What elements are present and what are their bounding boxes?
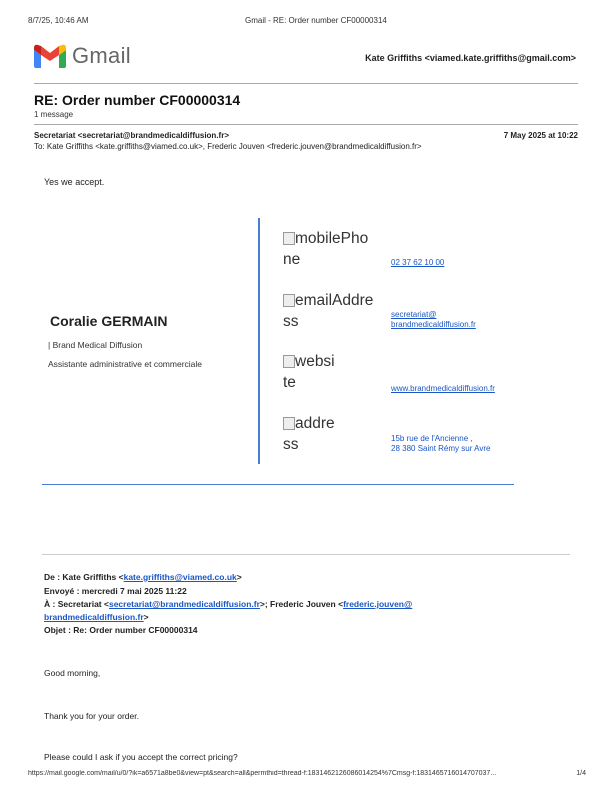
divider [34, 83, 578, 84]
print-title: Gmail - RE: Order number CF00000314 [245, 16, 387, 25]
quoted-to: À : Secretariat <secretariat@brandmedicaldiffusion.fr>; Frederic Jouven <frederic.jouven@ [44, 599, 413, 609]
message-body: Yes we accept. [44, 177, 105, 187]
print-datetime: 8/7/25, 10:46 AM [28, 16, 89, 25]
quoted-thanks: Thank you for your order. [44, 711, 139, 721]
gmail-logo-icon [34, 44, 66, 68]
address-icon: addre ss [283, 415, 335, 453]
account-user: Kate Griffiths <viamed.kate.griffiths@gmail.com> [365, 53, 576, 63]
quoted-subject: Objet : Re: Order number CF00000314 [44, 625, 198, 635]
quoted-cc-email-link-cont[interactable]: brandmedicaldiffusion.fr [44, 612, 144, 622]
email-link[interactable]: secretariat@ brandmedicaldiffusion.fr [391, 310, 476, 329]
quoted-sent: Envoyé : mercredi 7 mai 2025 11:22 [44, 586, 187, 596]
divider [34, 124, 578, 125]
quoted-to-email-link[interactable]: secretariat@brandmedicaldiffusion.fr [108, 599, 260, 609]
signature-role: Assistante administrative et commerciale [48, 359, 203, 369]
message-date: 7 May 2025 at 10:22 [503, 131, 578, 140]
quoted-from: De : Kate Griffiths <kate.griffiths@viamed.co.uk> [44, 572, 242, 582]
phone-link[interactable]: 02 37 62 10 00 [391, 258, 445, 267]
signature-name: Coralie GERMAIN [50, 313, 168, 329]
quoted-cc-email-link[interactable]: frederic.jouven@ [343, 599, 413, 609]
message-count: 1 message [34, 110, 74, 119]
quote-separator [42, 554, 570, 555]
page-number: 1/4 [576, 770, 586, 777]
address-text: 15b rue de l'Ancienne , 28 380 Saint Rémy sur Avre [391, 434, 491, 453]
quoted-question: Please could I ask if you accept the correct pricing? [44, 752, 238, 762]
signature-company: | Brand Medical Diffusion [48, 340, 143, 350]
message-to: To: Kate Griffiths <kate.griffiths@viamed.co.uk>, Frederic Jouven <frederic.jouven@brandmedicaldiffusion.fr> [34, 142, 422, 151]
quoted-to-cont: brandmedicaldiffusion.fr> [44, 612, 149, 622]
thread-subject: RE: Order number CF00000314 [34, 92, 241, 108]
print-url: https://mail.google.com/mail/u/0/?ik=a6571a8be0&view=pt&search=all&permthid=thread-f:1831462126086014254%7Cmsg-f:1831465716014707037... [28, 770, 497, 777]
mobile-phone-icon: mobilePho ne [283, 230, 369, 268]
website-link[interactable]: www.brandmedicaldiffusion.fr [391, 384, 495, 393]
email-address-icon: emailAddre ss [283, 292, 374, 330]
quoted-from-email-link[interactable]: kate.griffiths@viamed.co.uk [123, 572, 237, 582]
signature-divider [258, 218, 260, 464]
gmail-wordmark: Gmail [72, 43, 131, 68]
website-icon: websi te [283, 353, 335, 391]
message-from: Secretariat <secretariat@brandmedicaldiffusion.fr> [34, 131, 229, 140]
quoted-greeting: Good morning, [44, 668, 101, 678]
signature-bottom-rule [42, 484, 514, 485]
